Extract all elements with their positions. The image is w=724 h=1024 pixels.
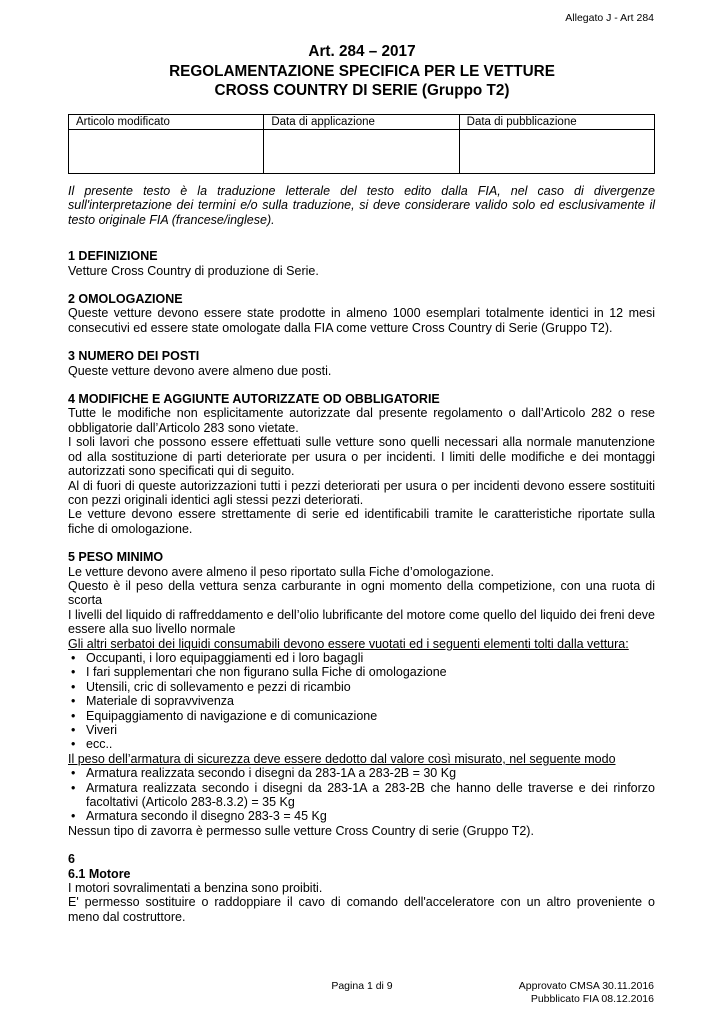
section-2-heading: 2 OMOLOGAZIONE	[68, 292, 183, 307]
list-item: • Armatura secondo il disegno 283-3 = 45 Kg	[68, 809, 655, 823]
section-5-paragraph: I livelli del liquido di raffreddamento e dell’olio lubrificante del motore come quello del liquido dei freni deve essere alla suo livello normale	[68, 607, 655, 637]
section-5-paragraph: Il peso dell’armatura di sicurezza deve essere dedotto dal valore così misurato, nel seguente modo	[68, 751, 616, 766]
list-item: • I fari supplementari che non figurano sulla Fiche di omologazione	[68, 665, 655, 679]
section-2-text: Queste vetture devono essere state prodotte in almeno 1000 esemplari totalmente identici in 12 mesi consecutivi ed essere state omologate dalla FIA come vetture Cross Country di Serie (Gruppo T2).	[68, 306, 655, 335]
table-cell-empty	[69, 130, 264, 174]
section-3-text: Queste vetture devono avere almeno due posti.	[68, 363, 332, 378]
section-5-heading: 5 PESO MINIMO	[68, 550, 164, 565]
section-6-paragraph: I motori sovralimentati a benzina sono proibiti.	[68, 881, 323, 896]
table-row	[69, 130, 655, 174]
col-articolo-modificato: Articolo modificato	[69, 115, 264, 130]
table-header-row	[69, 115, 655, 130]
table-cell-empty	[264, 130, 459, 174]
list-item: • Viveri	[68, 723, 655, 737]
section-4-paragraph: Le vetture devono essere strettamente di serie ed identificabili tramite le caratteristiche riportate sulla fiche di omologazione.	[68, 507, 655, 536]
table-cell-empty	[459, 130, 654, 174]
removed-items-list	[68, 651, 655, 752]
list-item: • Materiale di sopravvivenza	[68, 694, 655, 708]
approved-date: Approvato CMSA 30.11.2016	[518, 980, 654, 992]
section-5-paragraph: Le vetture devono avere almeno il peso riportato sulla Fiche d’omologazione.	[68, 564, 494, 579]
page-number: Pagina 1 di 9	[331, 980, 393, 992]
section-4-heading: 4 MODIFICHE E AGGIUNTE AUTORIZZATE OD OBBLIGATORIE	[68, 392, 440, 407]
list-item: • Occupanti, i loro equipaggiamenti ed i loro bagagli	[68, 651, 655, 665]
section-5-paragraph: Nessun tipo di zavorra è permesso sulle vetture Cross Country di serie (Gruppo T2).	[68, 823, 534, 838]
document-title	[0, 42, 724, 101]
published-date: Pubblicato FIA 08.12.2016	[530, 992, 654, 1005]
list-item: • Equipaggiamento di navigazione e di comunicazione	[68, 709, 655, 723]
section-3-heading: 3 NUMERO DEI POSTI	[68, 349, 200, 364]
section-4-paragraph: Al di fuori di queste autorizzazioni tutti i pezzi deteriorati per usura o per incidenti devono essere sostituiti con pezzi originali identici agli stessi pezzi deteriorati.	[68, 478, 655, 507]
section-1-heading: 1 DEFINIZIONE	[68, 249, 158, 264]
section-4-paragraph: Tutte le modifiche non esplicitamente autorizzate dal presente regolamento o dall’Articolo 282 o rese obbligatorie dall’Articolo 283 sono vietate.	[68, 406, 655, 435]
title-line-1: Art. 284 – 2017	[308, 43, 416, 60]
section-5-paragraph: Gli altri serbatoi dei liquidi consumabili devono essere vuotati ed i seguenti elementi tolti dalla vettura:	[68, 636, 629, 651]
modification-table	[68, 114, 655, 174]
roll-cage-weight-list	[68, 766, 655, 824]
section-6-1-heading: 6.1 Motore	[68, 866, 131, 881]
list-item: • ecc..	[68, 737, 655, 751]
list-item: • Armatura realizzata secondo i disegni da 283-1A a 283-2B = 30 Kg	[68, 766, 655, 780]
section-1-text: Vetture Cross Country di produzione di Serie.	[68, 263, 319, 278]
list-item: • Armatura realizzata secondo i disegni da 283-1A a 283-2B che hanno delle traverse e dei rinforzo facoltativi (Articolo 283-8.3.2) = 35 Kg	[68, 781, 655, 810]
document-body	[68, 184, 655, 924]
col-data-pubblicazione: Data di pubblicazione	[459, 115, 654, 130]
translation-notice: Il presente testo è la traduzione letterale del testo edito dalla FIA, nel caso di divergenze sull'interpretazione dei termini e/o sulla traduzione, si deve considerare valido solo ed esclusivamente il testo originale FIA (francese/inglese).	[68, 184, 655, 227]
col-data-applicazione: Data di applicazione	[264, 115, 459, 130]
section-6-heading: 6	[68, 852, 75, 867]
section-5-paragraph: Questo è il peso della vettura senza carburante in ogni momento della competizione, con una ruota di scorta	[68, 578, 655, 608]
title-line-3: CROSS COUNTRY DI SERIE (Gruppo T2)	[214, 82, 510, 99]
annex-label: Allegato J - Art 284	[565, 12, 654, 24]
approval-dates	[519, 980, 654, 1005]
section-4-paragraph: I soli lavori che possono essere effettuati sulle vetture sono quelli necessari alla normale manutenzione od alla sostituzione di parti deteriorate per usura o per incidenti. I limiti delle modifiche e dei montaggi autorizzati sono specificati qui di seguito.	[68, 435, 655, 479]
title-line-2: REGOLAMENTAZIONE SPECIFICA PER LE VETTURE	[169, 62, 555, 80]
section-6-paragraph: E' permesso sostituire o raddoppiare il cavo di comando dell'acceleratore con un altro proveniente o meno dal costruttore.	[68, 895, 655, 924]
list-item: • Utensili, cric di sollevamento e pezzi di ricambio	[68, 680, 655, 694]
